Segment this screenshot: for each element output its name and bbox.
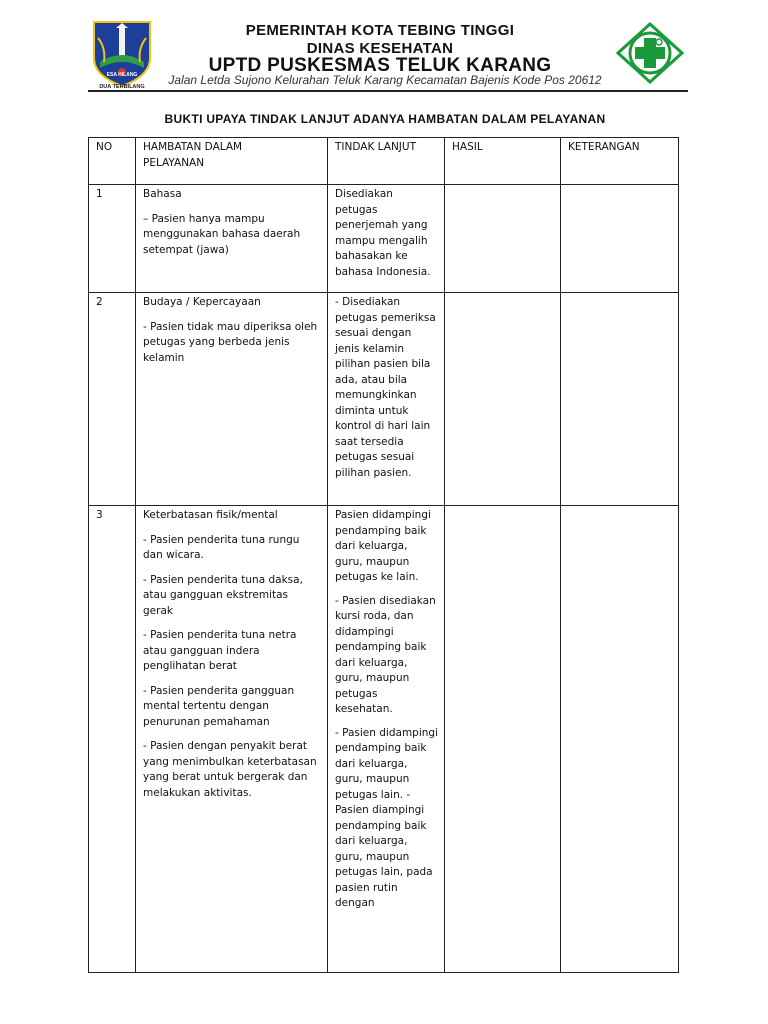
table-header-row (89, 138, 679, 185)
document-title: BUKTI UPAYA TINDAK LANJUT ADANYA HAMBATAN DALAM PELAYANAN (164, 112, 606, 126)
header-divider (88, 90, 688, 92)
table-row (89, 506, 679, 973)
hambatan-title: Budaya / Kepercayaan (143, 296, 261, 308)
tindak-lanjut-item: Disediakan petugas penerjemah yang mampu mengalih bahasakan ke bahasa Indonesia. (335, 188, 431, 278)
row-hasil (445, 185, 561, 293)
city-emblem-icon (90, 18, 154, 90)
tindak-lanjut-item: - Disediakan petugas pemeriksa sesuai dengan jenis kelamin pilihan pasien bila ada, atau bila memungkinkan diminta untuk kontrol di hari lain saat tersedia petugas sesuai pilihan pasien. (335, 296, 436, 479)
row-tindak-lanjut (328, 293, 445, 506)
row-no: 2 (89, 293, 136, 506)
hambatan-item: - Pasien dengan penyakit berat yang menimbulkan keterbatasan yang berat untuk bergerak dan melakukan aktivitas. (143, 740, 317, 799)
row-hambatan (136, 185, 328, 293)
health-logo (616, 22, 684, 84)
header-hasil: HASIL (445, 138, 561, 185)
hambatan-item: - Pasien tidak mau diperiksa oleh petugas yang berbeda jenis kelamin (143, 320, 318, 364)
row-hasil (445, 506, 561, 973)
table-row (89, 185, 679, 293)
emblem-motto-1: ESA HILANG (106, 72, 138, 78)
row-keterangan (561, 185, 679, 293)
header-hambatan (136, 138, 328, 185)
tindak-lanjut-item: - Pasien didampingi pendamping baik dari keluarga, guru, maupun petugas lain. - Pasien diampingi pendamping baik dari keluarga, guru, maupun petugas lain, pada pasien rutin dengan (335, 726, 438, 909)
row-tindak-lanjut (328, 185, 445, 293)
hambatan-item: – Pasien hanya mampu menggunakan bahasa daerah setempat (jawa) (143, 212, 301, 256)
city-emblem-logo (90, 18, 154, 90)
emblem-motto-2: DUA TERBILANG (99, 84, 145, 90)
row-no: 3 (89, 506, 136, 973)
tindak-lanjut-item: - Pasien disediakan kursi roda, dan didampingi pendamping baik dari keluarga, guru, maupun petugas kesehatan. (335, 594, 436, 715)
hambatan-title: Keterbatasan fisik/mental (143, 509, 278, 521)
hambatan-item: - Pasien penderita tuna rungu dan wicara. (143, 533, 300, 561)
health-cross-icon (616, 22, 684, 84)
row-keterangan (561, 293, 679, 506)
header-department: DINAS KESEHATAN (306, 40, 454, 57)
tindak-lanjut-item: Pasien didampingi pendamping baik dari keluarga, guru, maupun petugas ke lain. (335, 509, 431, 583)
header-hambatan-line2: PELAYANAN (143, 156, 205, 169)
hambatan-item: - Pasien penderita gangguan mental tertentu dengan penurunan pemahaman (143, 684, 295, 728)
table-row (89, 293, 679, 506)
header-address: Jalan Letda Sujono Kelurahan Teluk Karang Kecamatan Bajenis Kode Pos 20612 (168, 73, 602, 87)
obstacle-table (88, 137, 679, 973)
row-no: 1 (89, 185, 136, 293)
header-hambatan-line1: HAMBATAN DALAM (143, 141, 243, 153)
row-keterangan (561, 506, 679, 973)
row-hasil (445, 293, 561, 506)
hambatan-title: Bahasa (143, 188, 182, 200)
row-tindak-lanjut (328, 506, 445, 973)
row-hambatan (136, 506, 328, 973)
hambatan-item: - Pasien penderita tuna netra atau gangguan indera penglihatan berat (143, 629, 297, 672)
header-no: NO (89, 138, 136, 185)
header-government: PEMERINTAH KOTA TEBING TINGGI (245, 22, 515, 39)
hambatan-item: - Pasien penderita tuna daksa, atau gangguan ekstremitas gerak (143, 573, 303, 617)
header-institution: UPTD PUSKESMAS TELUK KARANG (208, 55, 552, 76)
header-keterangan: KETERANGAN (561, 138, 679, 185)
header-tindak-lanjut: TINDAK LANJUT (328, 138, 445, 185)
row-hambatan (136, 293, 328, 506)
